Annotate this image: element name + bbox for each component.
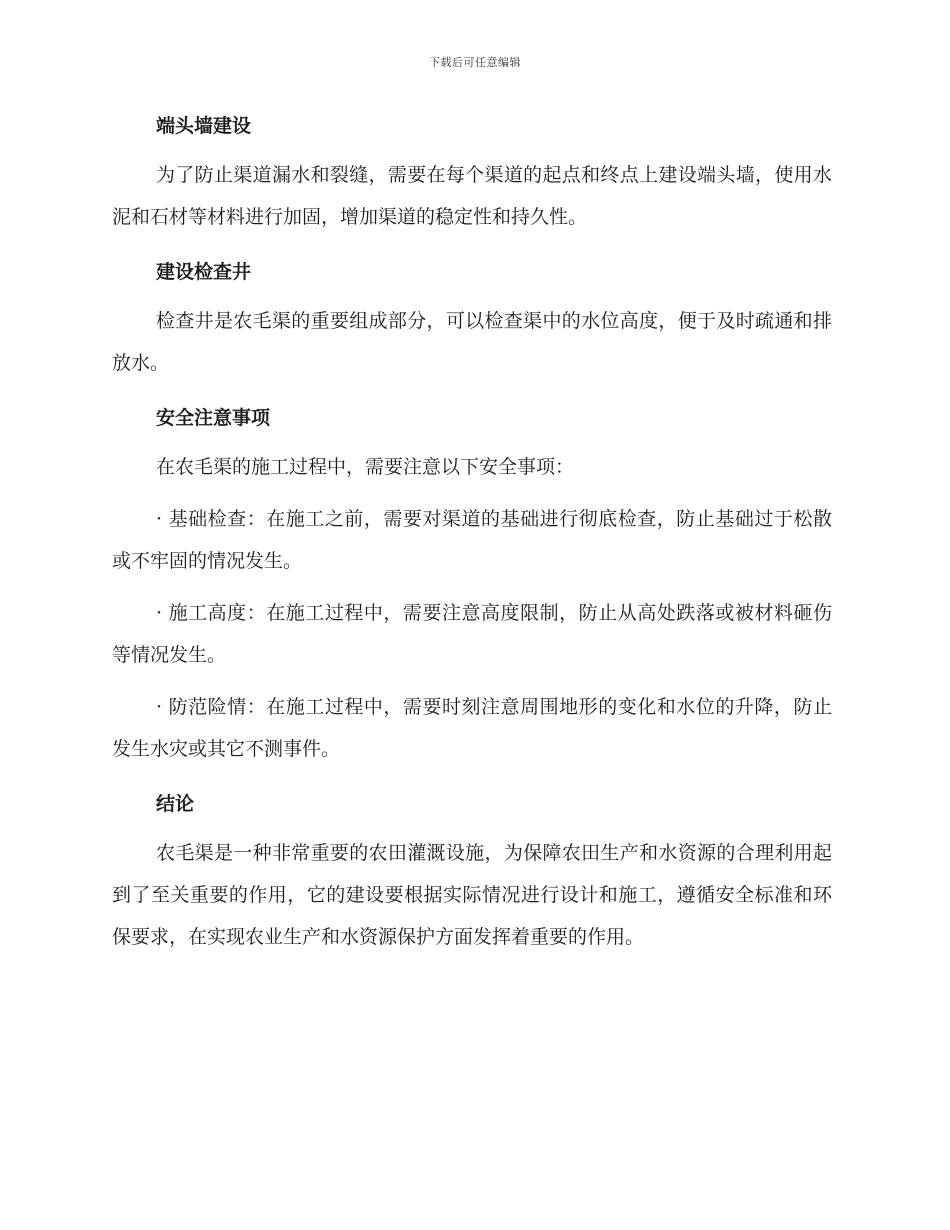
section-heading-inspection-well: 建设检查井 — [156, 261, 252, 283]
section-heading-safety: 安全注意事项 — [156, 407, 271, 429]
list-item-hazard-prevention: · 防范险情：在施工过程中，需要时刻注意周围地形的变化和水位的升降，防止发生水灾或其它不测事件。 — [112, 696, 832, 760]
list-item-construction-height: · 施工高度：在施工过程中，需要注意高度限制，防止从高处跌落或被材料砸伤等情况发生。 — [112, 602, 832, 666]
paragraph-inspection-well: 检查井是农毛渠的重要组成部分，可以检查渠中的水位高度，便于及时疏通和排放水。 — [112, 310, 832, 374]
paragraph-safety-intro: 在农毛渠的施工过程中，需要注意以下安全事项： — [156, 456, 575, 478]
paragraph-end-wall: 为了防止渠道漏水和裂缝，需要在每个渠道的起点和终点上建设端头墙，使用水泥和石材等材料进行加固，增加渠道的稳定性和持久性。 — [112, 164, 832, 228]
list-item-foundation-check: · 基础检查：在施工之前，需要对渠道的基础进行彻底检查，防止基础过于松散或不牢固的情况发生。 — [112, 508, 832, 572]
section-heading-conclusion: 结论 — [156, 793, 195, 815]
section-heading-end-wall: 端头墙建设 — [156, 115, 252, 137]
document-body — [112, 108, 832, 958]
paragraph-conclusion: 农毛渠是一种非常重要的农田灌溉设施，为保障农田生产和水资源的合理利用起到了至关重要的作用，它的建设要根据实际情况进行设计和施工，遵循安全标准和环保要求，在实现农业生产和水资源保护方面发挥着重要的作用。 — [112, 842, 832, 948]
header-note: 下载后可任意编辑 — [429, 56, 521, 69]
